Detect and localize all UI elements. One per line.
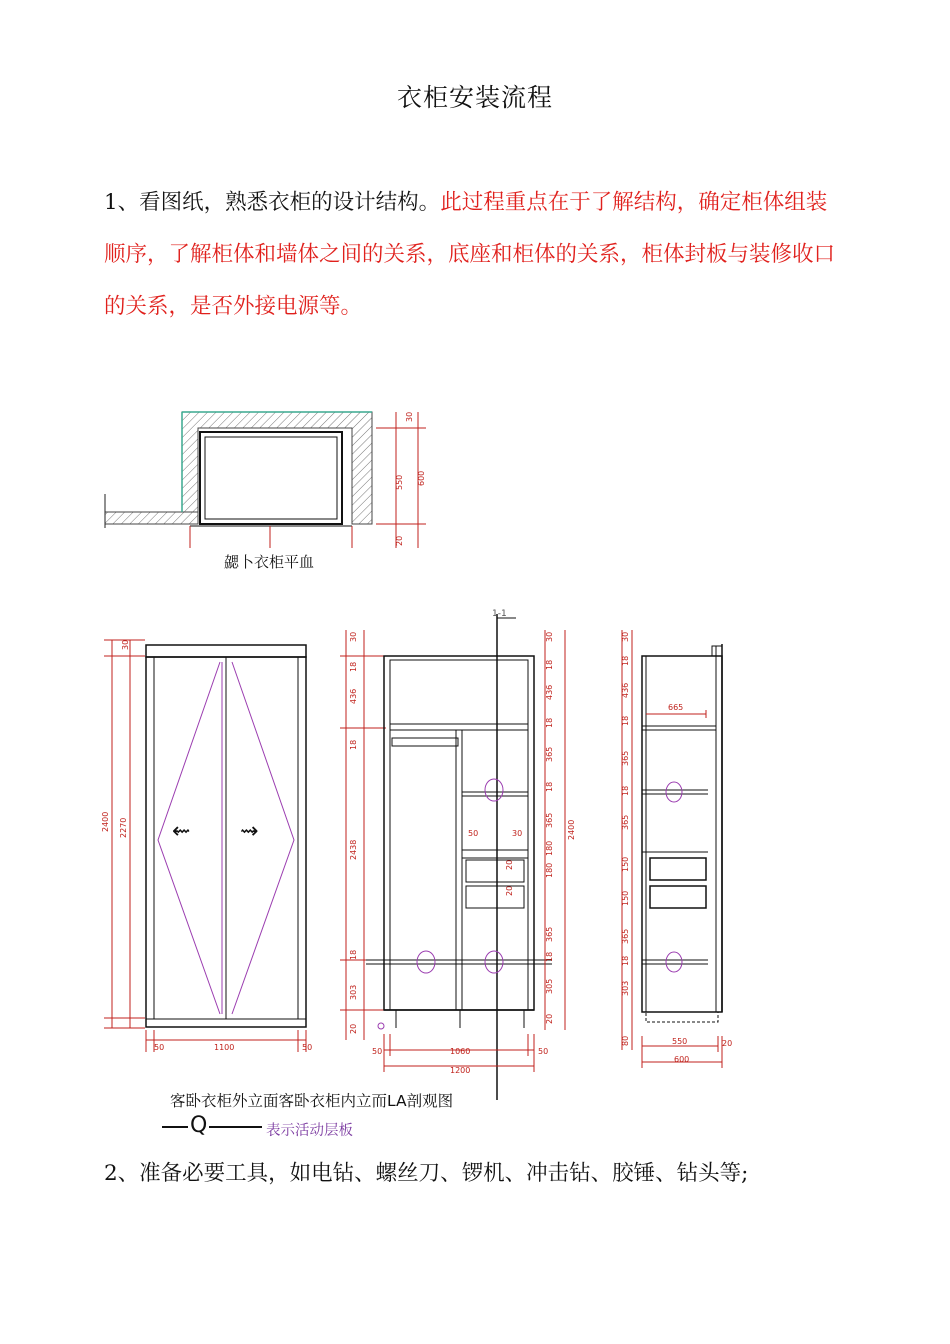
front-dim-top: 30 [121,639,130,650]
sliding-arrow-left-icon: ⇜ [172,819,191,844]
interior-dim-bottom-1: 1060 [450,1047,471,1056]
interior-dim-inner-2: 20 [505,859,514,870]
exterior-elevation [101,640,312,1052]
section-dim-left-5: 18 [621,785,630,796]
interior-dim-right-4: 365 [545,746,554,762]
section-dim-left-7: 150 [621,856,630,872]
interior-dim-inner-1: 30 [512,829,523,838]
front-dim-right-side: 50 [302,1043,313,1052]
document-title: 衣柜安装流程 [396,83,553,112]
section-dim-left-6: 365 [621,814,630,830]
interior-dim-left-3: 18 [349,739,358,750]
plan-dim-20: 20 [395,535,404,546]
section-mark: 1-1 [492,609,507,619]
interior-dim-right-7: 180 [545,840,554,856]
legend-text: 表示活动层板 [266,1123,353,1139]
interior-dim-right-11: 305 [545,978,554,994]
interior-dim-right-2: 436 [545,684,554,700]
interior-dim-right-12: 20 [545,1013,554,1024]
section-dim-inner: 665 [668,703,684,712]
sliding-arrow-right-icon: ⇝ [240,819,259,844]
step-1-intro: 1、看图纸，熟悉衣柜的设计结构。 [104,190,441,215]
step-1-emphasis: 此过程重点在于了解结构，确定柜体组装顺序，了解柜体和墙体之间的关系，底座和柜体的关系，柜体封板与装修收口的关系，是否外接电源等。 [104,190,836,319]
interior-dim-right-1: 18 [545,659,554,670]
interior-dim-bottom-2: 50 [538,1047,549,1056]
section-dim-left-3: 18 [621,715,630,726]
interior-dim-inner-3: 20 [505,885,514,896]
interior-dim-left-7: 20 [349,1023,358,1034]
interior-dim-left-4: 2438 [349,839,358,860]
section-dim-left-2: 436 [621,682,630,698]
plan-dim-550: 550 [395,474,404,490]
interior-dim-bottom-3: 1200 [450,1066,471,1075]
interior-dim-left-5: 18 [349,949,358,960]
section-dim-left-0: 30 [621,631,630,642]
legend-symbol: Q [190,1113,208,1138]
front-dim-height: 2400 [101,811,110,832]
interior-dim-right-6: 365 [545,812,554,828]
section-dim-left-4: 365 [621,750,630,766]
interior-dim-left-6: 303 [349,984,358,1000]
plan-caption: 勰卜衣柜平血 [224,553,315,571]
interior-dim-right-5: 18 [545,781,554,792]
section-dim-back: 20 [722,1039,733,1048]
front-dim-width: 1100 [214,1043,235,1052]
interior-dim-right-8: 180 [545,862,554,878]
interior-dim-left-1: 18 [349,661,358,672]
interior-dim-right-3: 18 [545,717,554,728]
interior-elevation [340,609,576,1100]
section-dim-left-8: 150 [621,890,630,906]
interior-dim-right-13: 2400 [567,819,576,840]
interior-dim-right-0: 30 [545,631,554,642]
section-dim-left-9: 365 [621,928,630,944]
section-dim-left-11: 303 [621,980,630,996]
front-dim-left-side: 50 [154,1043,165,1052]
section-dim-left-12: 80 [621,1035,630,1046]
section-dim-total: 600 [674,1055,690,1064]
interior-dim-right-9: 365 [545,926,554,942]
plan-dim-600: 600 [417,470,426,486]
elevation-caption: 客卧衣柜外立面客卧衣柜内立而LA剖观图 [170,1092,454,1110]
interior-dim-left-2: 436 [349,688,358,704]
interior-dim-right-10: 18 [545,951,554,962]
step-2-paragraph: 2、准备必要工具，如电钻、螺丝刀、锣机、冲击钻、胶锤、钻头等; [104,1161,749,1186]
section-view [621,630,732,1068]
section-dim-left-10: 18 [621,955,630,966]
interior-dim-left-0: 30 [349,631,358,642]
interior-dim-inner-0: 50 [468,829,479,838]
section-dim-depth: 550 [672,1037,688,1046]
plan-dim-30: 30 [405,411,414,422]
interior-dim-bottom-0: 50 [372,1047,383,1056]
section-dim-left-1: 18 [621,655,630,666]
wardrobe-plan-view [105,412,426,548]
front-dim-door-height: 2270 [119,817,128,838]
